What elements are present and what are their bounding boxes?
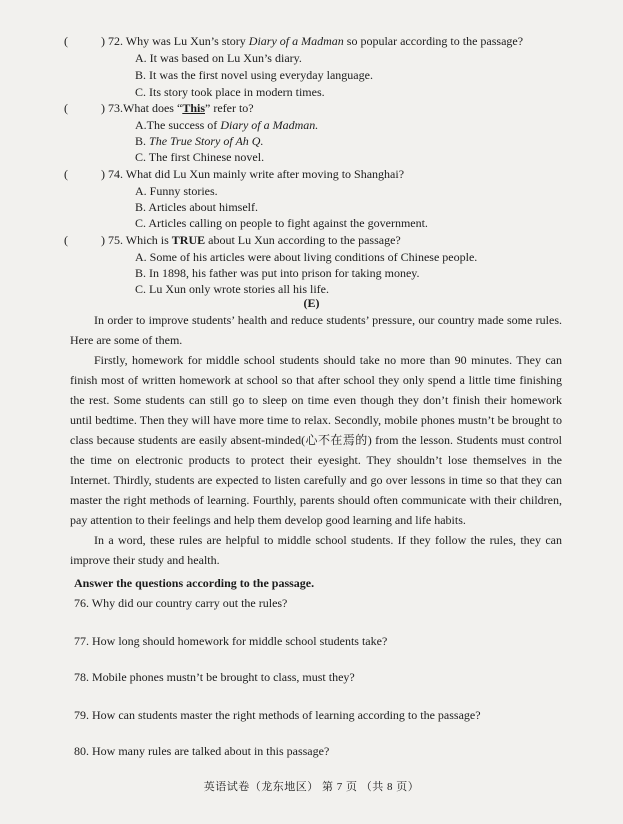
question-stem: ) 73.What does “This” refer to? (101, 101, 254, 115)
page-footer: 英语试卷（龙东地区） 第 7 页 （共 8 页） (203, 781, 420, 793)
passage-paragraph-2: Firstly, homework for middle school students should take no more than 90 minutes. They can finish most of written homework at school so that after school they only spend a little time finishing the rest. Some students can still go to sleep on time even though they don’t finish their homework until bedtime. Then they will have more time to relax. Secondly, mobile phones mustn’t be brought to class because students are easily absent-minded(心不在焉的) from the lesson. Students must control the time on electronic products to protect their eyesight. They shouldn’t lose themselves in the Internet. Thirdly, students are expected to listen carefully and go over lessons in time so that they can master the right methods of learning. Fourthly, parents should often communicate with their children, pay attention to their feelings and help them develop good learning and life habits. (70, 353, 562, 527)
question-80: 80. How many rules are talked about in this passage? (74, 744, 330, 758)
option-a: A. Funny stories. (135, 184, 218, 198)
option-c: C. Articles calling on people to fight against the government. (135, 216, 428, 230)
question-76: 76. Why did our country carry out the rules? (74, 596, 288, 610)
question-stem: ) 72. Why was Lu Xun’s story Diary of a Madman so popular according to the passage? (101, 34, 524, 48)
passage-paragraph-3: In a word, these rules are helpful to middle school students. If they follow the rules, they can improve their study and health. (70, 533, 562, 567)
question-79: 79. How can students master the right methods of learning according to the passage? (74, 708, 481, 722)
instruction: Answer the questions according to the passage. (74, 576, 315, 590)
question-stem: ) 75. Which is TRUE about Lu Xun according to the passage? (101, 233, 401, 247)
question-stem: ) 74. What did Lu Xun mainly write after moving to Shanghai? (101, 167, 405, 181)
passage-paragraph-1: In order to improve students’ health and reduce students’ pressure, our country made some rules. Here are some of them. (70, 313, 562, 347)
option-c: C. The first Chinese novel. (135, 150, 265, 164)
option-c: C. Lu Xun only wrote stories all his life. (135, 282, 329, 296)
option-b: B. It was the first novel using everyday language. (135, 68, 373, 82)
question-77: 77. How long should homework for middle school students take? (74, 634, 388, 648)
option-c: C. Its story took place in modern times. (135, 85, 325, 99)
answer-bracket[interactable]: ( (64, 167, 68, 181)
question-78: 78. Mobile phones mustn’t be brought to class, must they? (74, 670, 355, 684)
answer-bracket[interactable]: ( (64, 233, 68, 247)
option-a: A.The success of Diary of a Madman. (135, 118, 319, 132)
section-label: (E) (303, 296, 320, 310)
option-b: B. In 1898, his father was put into prison for taking money. (135, 266, 420, 280)
option-a: A. Some of his articles were about living conditions of Chinese people. (135, 250, 478, 264)
answer-bracket[interactable]: ( (64, 101, 68, 115)
answer-bracket[interactable]: ( (64, 34, 68, 48)
option-a: A. It was based on Lu Xun’s diary. (135, 51, 302, 65)
option-b: B. The True Story of Ah Q. (135, 134, 264, 148)
option-b: B. Articles about himself. (135, 200, 258, 214)
